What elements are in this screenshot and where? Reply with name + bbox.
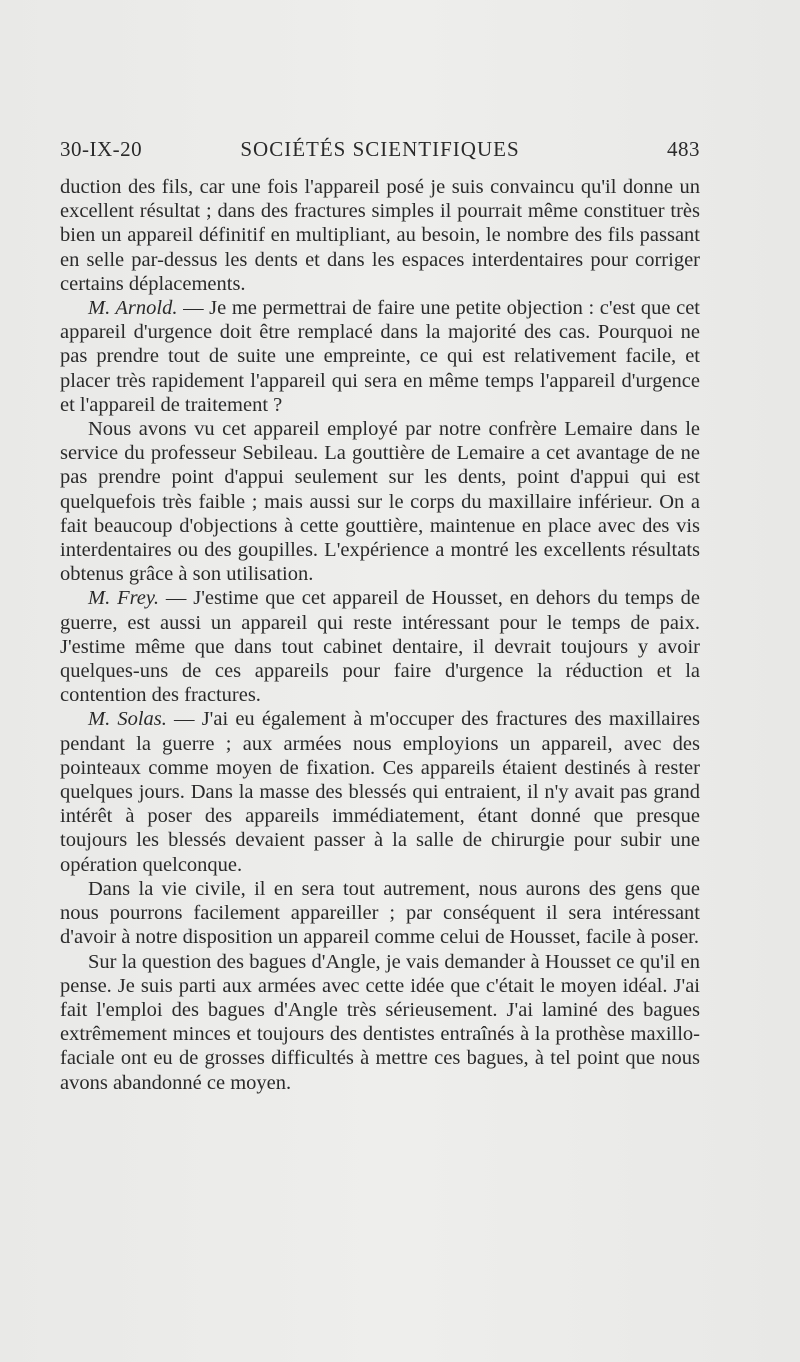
body-text <box>60 175 700 1095</box>
header-date: 30-IX-20 <box>60 137 143 161</box>
paragraph <box>60 877 700 950</box>
page-number: 483 <box>667 137 700 161</box>
paragraph <box>60 707 700 876</box>
running-header <box>60 131 700 165</box>
speaker: M. Arnold. <box>88 297 178 320</box>
paragraph <box>60 175 700 296</box>
speaker: M. Solas. <box>88 708 167 731</box>
paragraph-text: — J'ai eu également à m'occuper des fractures des maxillaires pendant la guerre ; aux armées nous employions un appareil, avec des pointeaux comme moyen de fixation. Ces appareils étaient destinés à rester quelques jours. Dans la masse des blessés qui entraient, il n'y avait pas grand intérêt à poser des appareils immédiatement, étant donné que presque toujours les blessés devaient passer à la salle de chirurgie pour subir une opération quelconque. <box>60 708 701 876</box>
paragraph-text: Sur la question des bagues d'Angle, je vais demander à Housset ce qu'il en pense. Je suis parti aux armées avec cette idée que c'était le moyen idéal. J'ai fait l'emploi des bagues d'Angle très sérieusement. J'ai laminé des bagues extrêmement minces et toujours des dentistes entraînés à la prothèse maxillo-faciale ont eu de grosses difficultés à mettre ces bagues, à tel point que nous avons abandonné ce moyen. <box>60 950 700 1094</box>
paragraph <box>60 950 700 1095</box>
paragraph <box>60 296 700 417</box>
paragraph-text: Dans la vie civile, il en sera tout autrement, nous aurons des gens que nous pourrons facilement appareiller ; par conséquent il sera intéressant d'avoir à notre disposition un appareil comme celui de Housset, facile à poser. <box>60 877 700 949</box>
paragraph-text: Nous avons vu cet appareil employé par notre confrère Lemaire dans le service du professeur Sebileau. La gouttière de Lemaire a cet avantage de ne pas prendre point d'appui seulement sur les dents, point d'appui qui est quelquefois très faible ; mais aussi sur le corps du maxillaire inférieur. On a fait beaucoup d'objections à cette gouttière, maintenue en place avec des vis interdentaires ou des goupilles. L'expérience a montré les excellents résultats obtenus grâce à son utilisation. <box>60 418 700 586</box>
paragraph-text: — J'estime que cet appareil de Housset, en dehors du temps de guerre, est aussi un appareil qui reste intéressant pour le temps de paix. J'estime même que dans tout cabinet dentaire, il devrait toujours y avoir quelques-uns de ces appareils pour faire d'urgence la réduction et la contention des fractures. <box>60 587 700 707</box>
header-title: SOCIÉTÉS SCIENTIFIQUES <box>240 137 520 161</box>
paragraph <box>60 586 700 707</box>
speaker: M. Frey. <box>88 587 160 610</box>
paragraph-text: duction des fils, car une fois l'appareil posé je suis convaincu qu'il donne un excellent résultat ; dans des fractures simples il pourrait même constituer très bien un appareil définitif en multipliant, au besoin, le nombre des fils passant en selle par-dessus les dents et dans les espaces interdentaires pour corriger certains déplacements. <box>60 176 700 295</box>
paragraph <box>60 417 700 586</box>
paragraph-text: — Je me permettrai de faire une petite objection : c'est que cet appareil d'urgence doit être remplacé dans la majorité des cas. Pourquoi ne pas prendre tout de suite une empreinte, ce qui est relativement facile, et placer très rapidement l'appareil qui sera en même temps l'appareil d'urgence et l'appareil de traitement ? <box>60 297 701 416</box>
